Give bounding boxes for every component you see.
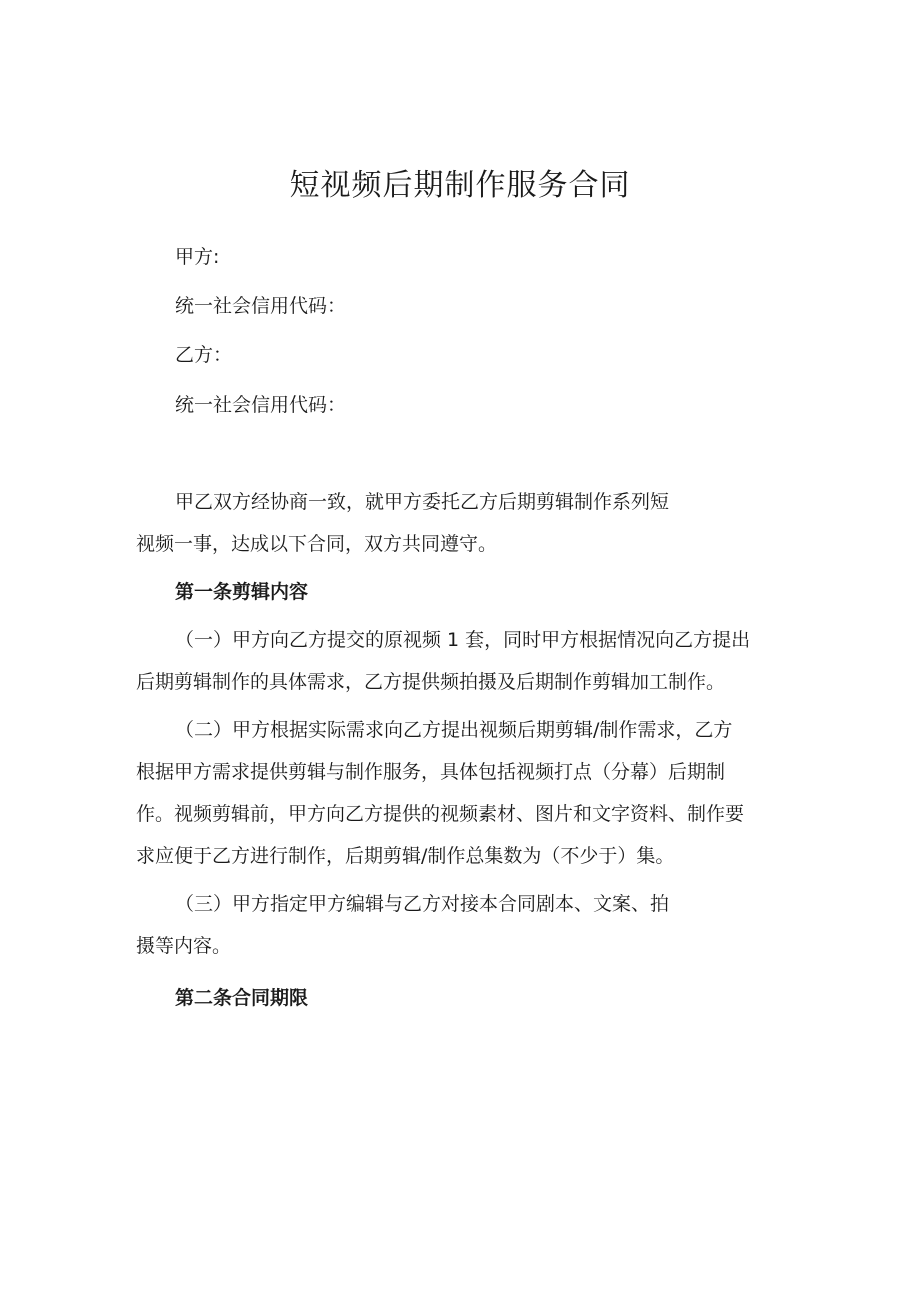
article-2-heading: 第二条合同期限 bbox=[175, 987, 309, 1009]
party-a-credit-code-label: 统一社会信用代码： bbox=[175, 295, 347, 317]
clause-2-line-3: 作。视频剪辑前，甲方向乙方提供的视频素材、图片和文字资料、制作要 bbox=[136, 803, 745, 825]
clause-2-line-4: 求应便于乙方进行制作，后期剪辑/制作总集数为（不少于）集。 bbox=[136, 845, 675, 867]
intro-line-1: 甲乙双方经协商一致，就甲方委托乙方后期剪辑制作系列短 bbox=[175, 491, 670, 513]
intro-line-2: 视频一事，达成以下合同，双方共同遵守。 bbox=[136, 533, 498, 555]
party-b-credit-code-label: 统一社会信用代码： bbox=[175, 394, 347, 416]
clause-3-line-2: 摄等内容。 bbox=[136, 935, 232, 957]
document-title: 短视频后期制作服务合同 bbox=[289, 168, 631, 203]
article-1-heading: 第一条剪辑内容 bbox=[175, 581, 309, 603]
clause-2-line-2: 根据甲方需求提供剪辑与制作服务，具体包括视频打点（分幕）后期制 bbox=[136, 761, 726, 783]
clause-1-line-2: 后期剪辑制作的具体需求，乙方提供频拍摄及后期制作剪辑加工制作。 bbox=[136, 671, 726, 693]
party-b-label: 乙方： bbox=[175, 344, 233, 366]
clause-2-line-1: （二）甲方根据实际需求向乙方提出视频后期剪辑/制作需求，乙方 bbox=[175, 719, 733, 741]
party-a-label: 甲方: bbox=[175, 246, 220, 268]
clause-3-line-1: （三）甲方指定甲方编辑与乙方对接本合同剧本、文案、拍 bbox=[175, 893, 670, 915]
clause-1-line-1: （一）甲方向乙方提交的原视频 1 套，同时甲方根据情况向乙方提出 bbox=[175, 629, 751, 651]
